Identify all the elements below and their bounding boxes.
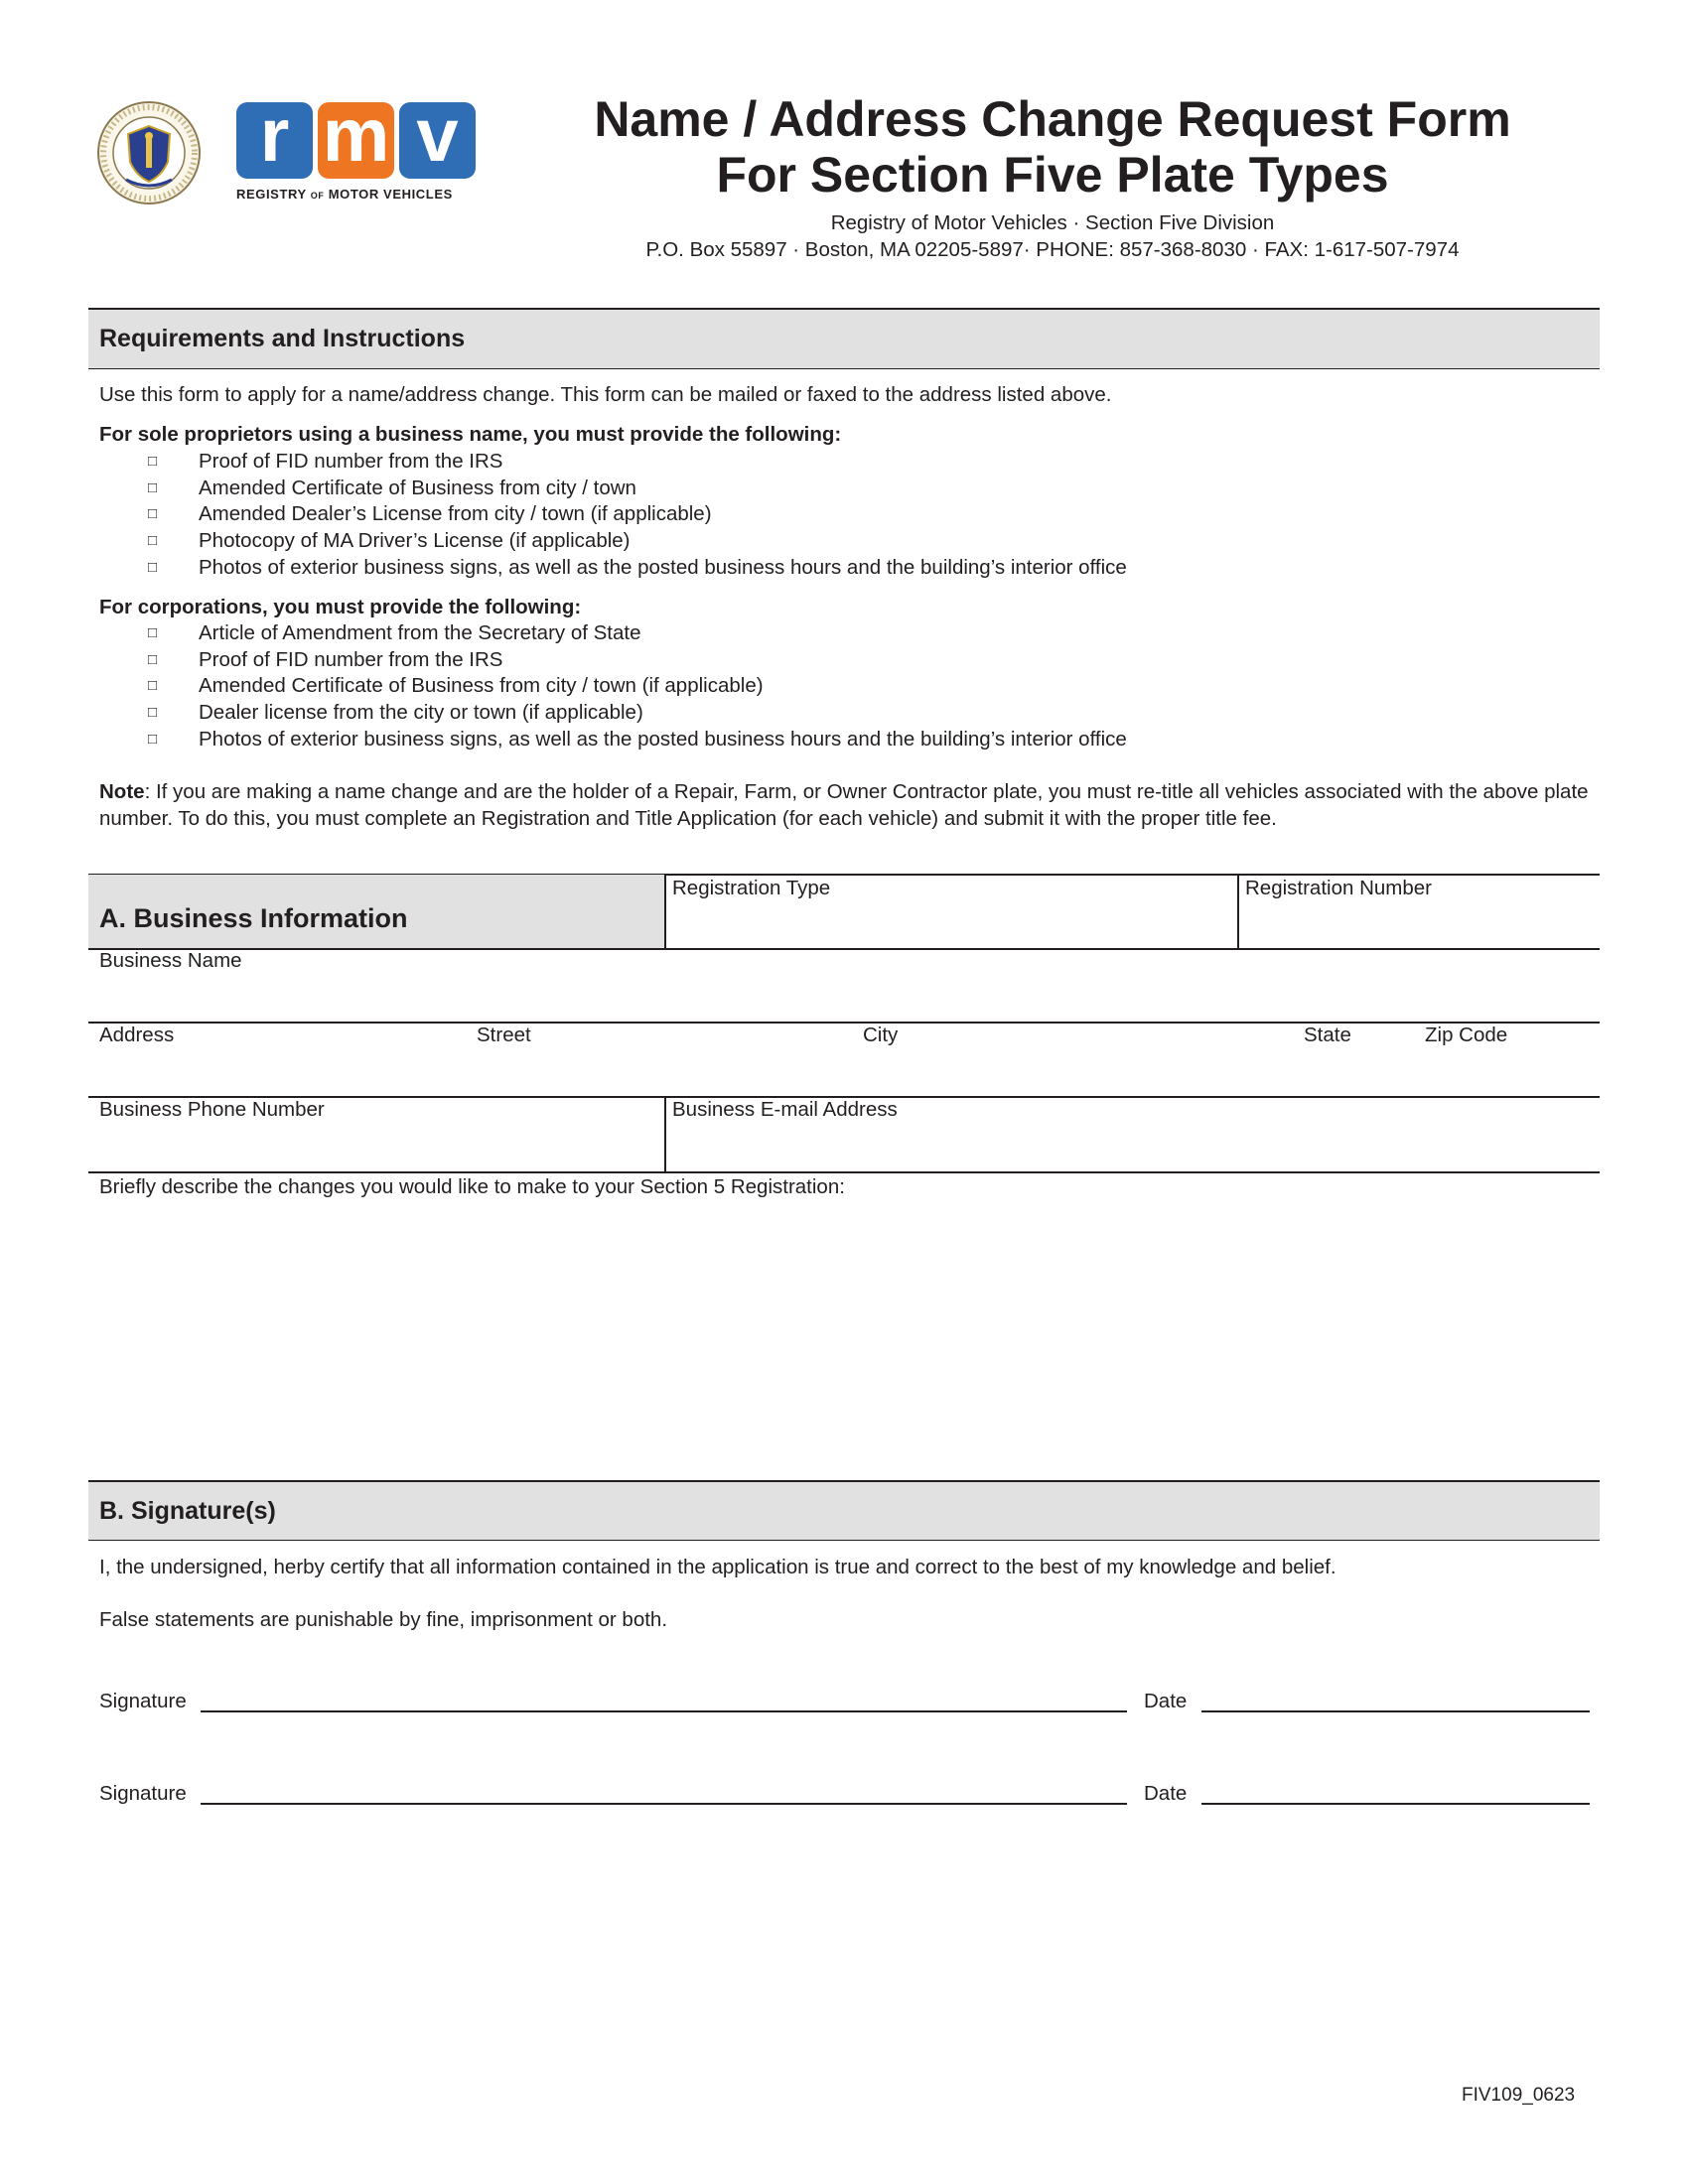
divider [88,1171,1600,1173]
rmv-logo [236,92,480,202]
list-item: □ Article of Amendment from the Secretary of State [99,620,1127,647]
changes-description-field[interactable] [88,1203,1600,1477]
requirements-intro: Use this form to apply for a name/address change. This form can be mailed or faxed to the address listed above. [99,383,1112,406]
signature-label: Signature [99,1782,187,1805]
checkbox-icon: □ [148,478,158,496]
zip-code-label: Zip Code [1425,1024,1508,1046]
list-item: □ Dealer license from the city or town (if applicable) [99,700,1127,727]
corporation-heading: For corporations, you must provide the following: [99,596,582,618]
signatures-heading: B. Signature(s) [88,1480,1600,1541]
signature-line-2[interactable] [201,1803,1127,1805]
business-phone-field[interactable] [88,1122,662,1169]
sole-proprietor-list [99,449,1127,582]
note-text: : If you are making a name change and are the holder of a Repair, Farm, or Owner Contractor plate, you must re-title all vehicles associated with the above plate number. To do this, you must complete an Registration and Title Application (for each vehicle) and submit it with the proper title fee. [99,780,1589,830]
business-information-heading: A. Business Information [88,875,664,949]
checkbox-icon: □ [148,624,158,641]
massachusetts-seal-icon [96,100,202,205]
registration-type-label: Registration Type [672,877,831,899]
list-item: □ Photos of exterior business signs, as well as the posted business hours and the building’s interior office [99,727,1127,753]
checkbox-icon: □ [148,650,158,668]
registration-number-label: Registration Number [1245,877,1432,899]
business-name-field[interactable] [88,973,1600,1021]
rmv-logo-m-tile: m [318,102,394,179]
note-label: Note [99,780,145,803]
sole-proprietor-heading: For sole proprietors using a business name, you must provide the following: [99,423,842,446]
business-email-label: Business E-mail Address [672,1098,898,1121]
address-label: Address [99,1024,175,1046]
business-name-label: Business Name [99,949,242,972]
registration-type-field[interactable] [666,901,1236,947]
checkbox-icon: □ [148,677,158,695]
changes-description-label: Briefly describe the changes you would like to make to your Section 5 Registration: [99,1175,845,1198]
city-label: City [863,1024,899,1046]
address-field[interactable] [88,1047,1600,1095]
form-title-block [556,91,1549,263]
form-code: FIV109_0623 [1462,2085,1576,2106]
checkbox-icon: □ [148,730,158,748]
checkbox-icon: □ [148,704,158,722]
signature-label: Signature [99,1690,187,1712]
certification-statement: I, the undersigned, herby certify that all information contained in the application is true and correct to the best of my knowledge and belief. [99,1556,1336,1578]
list-item: □ Amended Certificate of Business from city / town (if applicable) [99,673,1127,700]
list-item: □ Photocopy of MA Driver’s License (if applicable) [99,528,1127,555]
list-item: □ Amended Dealer’s License from city / town (if applicable) [99,501,1127,528]
rmv-logo-r-tile: r [236,102,313,179]
street-label: Street [477,1024,531,1046]
business-email-field[interactable] [666,1122,1599,1169]
business-phone-label: Business Phone Number [99,1098,325,1121]
date-line-1[interactable] [1201,1710,1590,1712]
note-paragraph [99,778,1589,832]
state-label: State [1304,1024,1351,1046]
checkbox-icon: □ [148,558,158,576]
signature-line-1[interactable] [201,1710,1127,1712]
form-title-line-2: For Section Five Plate Types [716,147,1389,203]
list-item: □ Proof of FID number from the IRS [99,647,1127,674]
requirements-heading: Requirements and Instructions [88,308,1600,369]
divider [88,1022,1600,1024]
date-label: Date [1144,1782,1188,1805]
list-item: □ Proof of FID number from the IRS [99,449,1127,476]
rmv-logo-caption: REGISTRY OF MOTOR VEHICLES [236,187,453,202]
date-line-2[interactable] [1201,1803,1590,1805]
registration-number-field[interactable] [1239,901,1599,947]
corporation-list [99,620,1127,753]
list-item: □ Photos of exterior business signs, as well as the posted business hours and the building’s interior office [99,555,1127,582]
checkbox-icon: □ [148,505,158,523]
checkbox-icon: □ [148,532,158,550]
checkbox-icon: □ [148,453,158,470]
agency-contact: P.O. Box 55897 · Boston, MA 02205-5897· PHONE: 857-368-8030 · FAX: 1-617-507-7974 [645,238,1460,261]
false-statements-warning: False statements are punishable by fine, imprisonment or both. [99,1608,668,1631]
rmv-logo-v-tile: v [399,102,476,179]
agency-name: Registry of Motor Vehicles · Section Five Division [830,211,1275,234]
form-title-line-1: Name / Address Change Request Form [594,91,1511,147]
divider [88,948,1600,950]
list-item: □ Amended Certificate of Business from city / town [99,476,1127,502]
date-label: Date [1144,1690,1188,1712]
